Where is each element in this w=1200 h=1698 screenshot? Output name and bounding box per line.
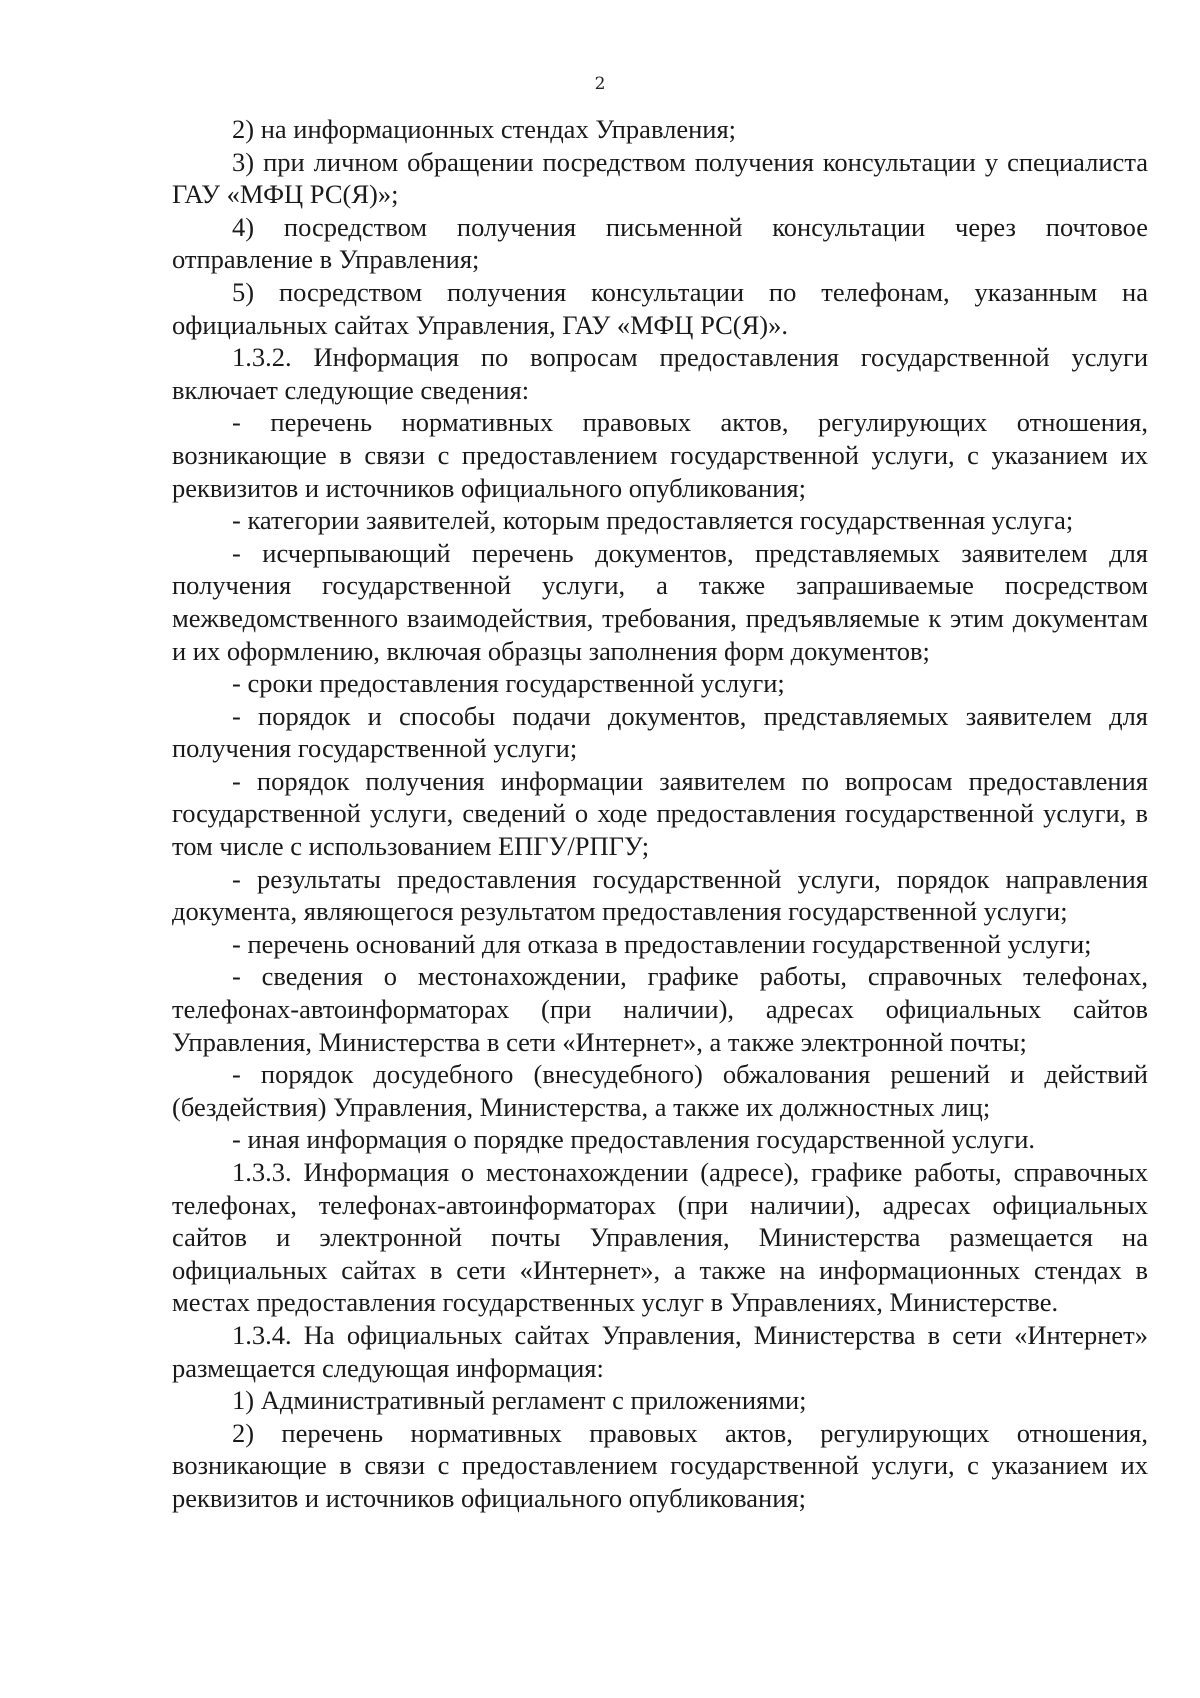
paragraph: - перечень нормативных правовых актов, регулирующих отношения, возникающие в связи с предоставлением государственной услуги, с указанием их реквизитов и источников официального опубликования;: [172, 407, 1148, 503]
paragraph: 2) на информационных стендах Управления;: [232, 114, 737, 144]
paragraph: 2) перечень нормативных правовых актов, регулирующих отношения, возникающие в связи с предоставлением государственной услуги, с указанием их реквизитов и источников официального опубликования;: [172, 1417, 1148, 1513]
paragraph: 3) при личном обращении посредством получения консультации у специалиста ГАУ «МФЦ РС(Я)»;: [172, 146, 1148, 210]
paragraph: - порядок досудебного (внесудебного) обжалования решений и действий (бездействия) Управления, Министерства, а также их должностных лиц;: [172, 1059, 1148, 1122]
paragraph: - перечень оснований для отказа в предоставлении государственной услуги;: [232, 928, 1092, 959]
page-number: 2: [594, 74, 606, 94]
paragraph: 1) Административный регламент с приложениями;: [232, 1385, 807, 1416]
document-body: [172, 113, 1148, 1515]
paragraph: - порядок получения информации заявителем по вопросам предоставления государственной услуги, сведений о ходе предоставления государственной услуги, в том числе с использованием ЕПГУ/РПГУ;: [172, 765, 1148, 862]
paragraph: - сведения о местонахождении, графике работы, справочных телефонах, телефонах-автоинформаторах (при наличии), адресах официальных сайтов Управления, Министерства в сети «Интернет», а также электронной почты;: [172, 961, 1148, 1057]
paragraph: - порядок и способы подачи документов, представляемых заявителем для получения государственной услуги;: [172, 700, 1148, 764]
paragraph: - категории заявителей, которым предоставляется государственная услуга;: [232, 505, 1074, 536]
paragraph: 4) посредством получения письменной консультации через почтовое отправление в Управления;: [172, 211, 1148, 275]
paragraph: - сроки предоставления государственной услуги;: [232, 668, 785, 699]
paragraph: 1.3.2. Информация по вопросам предоставления государственной услуги включает следующие сведения:: [172, 342, 1148, 405]
paragraph: 1.3.3. Информация о местонахождении (адресе), графике работы, справочных телефонах, телефонах-автоинформаторах (при наличии), адресах официальных сайтов и электронной почты Управления, Министерства размещается на официальных сайтах в сети «Интернет», а также на информационных стендах в местах предоставления государственных услуг в Управлениях, Министерстве.: [172, 1157, 1148, 1318]
paragraph: 5) посредством получения консультации по телефонам, указанным на официальных сайтах Управления, ГАУ «МФЦ РС(Я)».: [172, 276, 1148, 340]
paragraph: - исчерпывающий перечень документов, представляемых заявителем для получения государственной услуги, а также запрашиваемые посредством межведомственного взаимодействия, требования, предъявляемые к этим документам и их оформлению, включая образцы заполнения форм документов;: [172, 537, 1148, 666]
paragraph: - результаты предоставления государственной услуги, порядок направления документа, являющегося результатом предоставления государственной услуги;: [172, 863, 1148, 927]
paragraph: - иная информация о порядке предоставления государственной услуги.: [232, 1124, 1036, 1155]
paragraph: 1.3.4. На официальных сайтах Управления, Министерства в сети «Интернет» размещается следующая информация:: [172, 1319, 1148, 1383]
